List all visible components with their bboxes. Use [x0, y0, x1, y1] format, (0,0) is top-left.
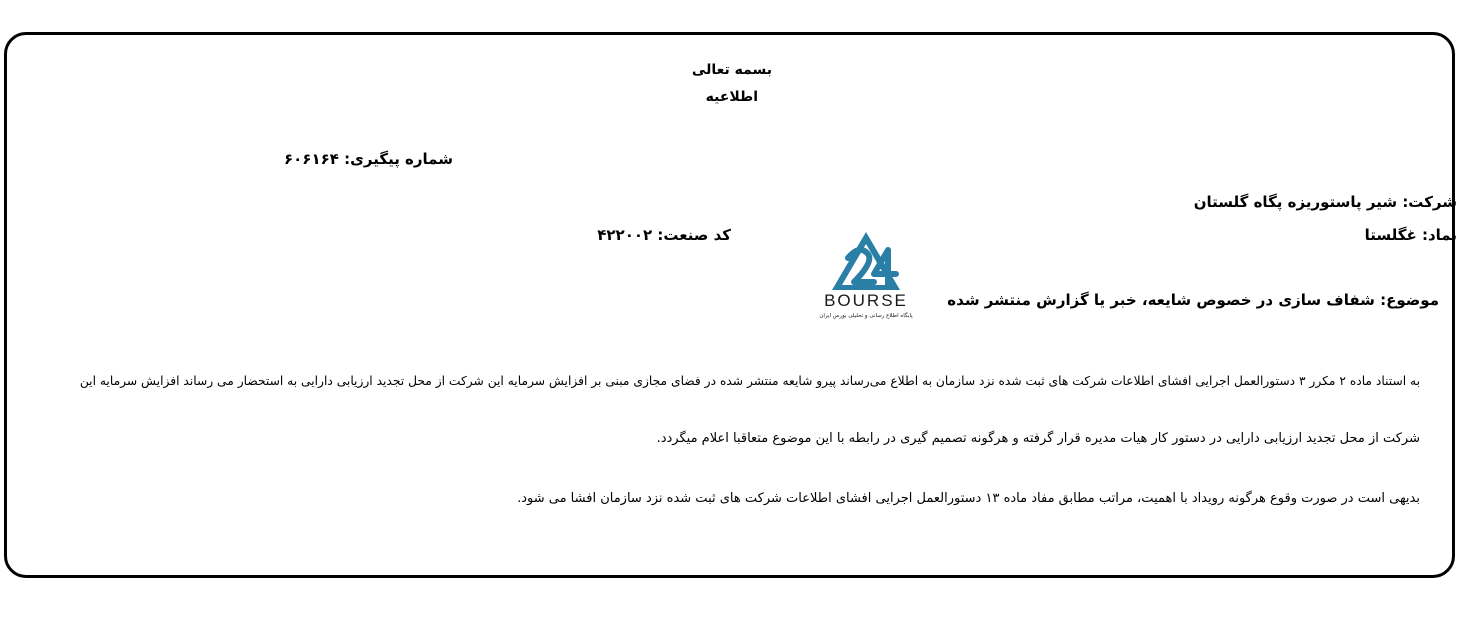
- logo-text: BOURSE: [824, 291, 908, 310]
- company-label: شرکت:: [1402, 193, 1457, 211]
- industry-code-label: کد صنعت:: [657, 226, 731, 244]
- industry-code-line: [597, 226, 731, 244]
- symbol-value: غگلستا: [1364, 226, 1417, 244]
- body-line-1: به استناد ماده ۲ مکرر ۳ دستورالعمل اجرایی افشای اطلاعات شرکت های ثبت شده نزد سازمان به اطلاع می‌رساند پیرو شایعه منتشر شده در فضای مجازی مبنی بر افزایش سرمایه این شرکت از محل تجدید ارزیابی دارایی به استحضار می رساند افزایش سرمایه این: [79, 374, 1420, 388]
- company-name: شیر پاستوریزه پگاه گلستان: [1193, 193, 1398, 211]
- symbol-line: [1365, 226, 1457, 244]
- subject-value: شفاف سازی در خصوص شایعه، خبر یا گزارش منتشر شده: [947, 291, 1375, 309]
- subject-label: موضوع:: [1380, 291, 1439, 309]
- body-line-3: بدیهی است در صورت وقوع هرگونه رویداد با اهمیت، مراتب مطابق مفاد ماده ۱۳ دستورالعمل اجرایی افشای اطلاعات شرکت های ثبت شده نزد سازمان افشا می شود.: [517, 491, 1420, 506]
- symbol-label: نماد:: [1421, 226, 1457, 244]
- logo-subtext: پایگاه اطلاع رسانی و تحلیلی بورس ایران: [819, 313, 913, 319]
- page-title: اطلاعیه: [705, 89, 758, 105]
- industry-code-value: ۴۲۲۰۰۲: [597, 226, 653, 244]
- bourse-logo: [808, 228, 924, 324]
- body-line-2: شرکت از محل تجدید ارزیابی دارایی در دستور کار هیات مدیره قرار گرفته و هرگونه تصمیم گیری در رابطه با این موضوع متعاقبا اعلام میگردد.: [656, 431, 1420, 446]
- company-line: [1194, 193, 1457, 211]
- tracking-value: ۶۰۶۱۶۴: [283, 150, 339, 168]
- bourse-logo-graphic: [808, 228, 924, 324]
- tracking-label: شماره پیگیری:: [344, 150, 453, 168]
- subject-line: [947, 291, 1439, 309]
- tracking-number: [284, 150, 453, 168]
- bismillah-heading: بسمه تعالی: [691, 62, 772, 78]
